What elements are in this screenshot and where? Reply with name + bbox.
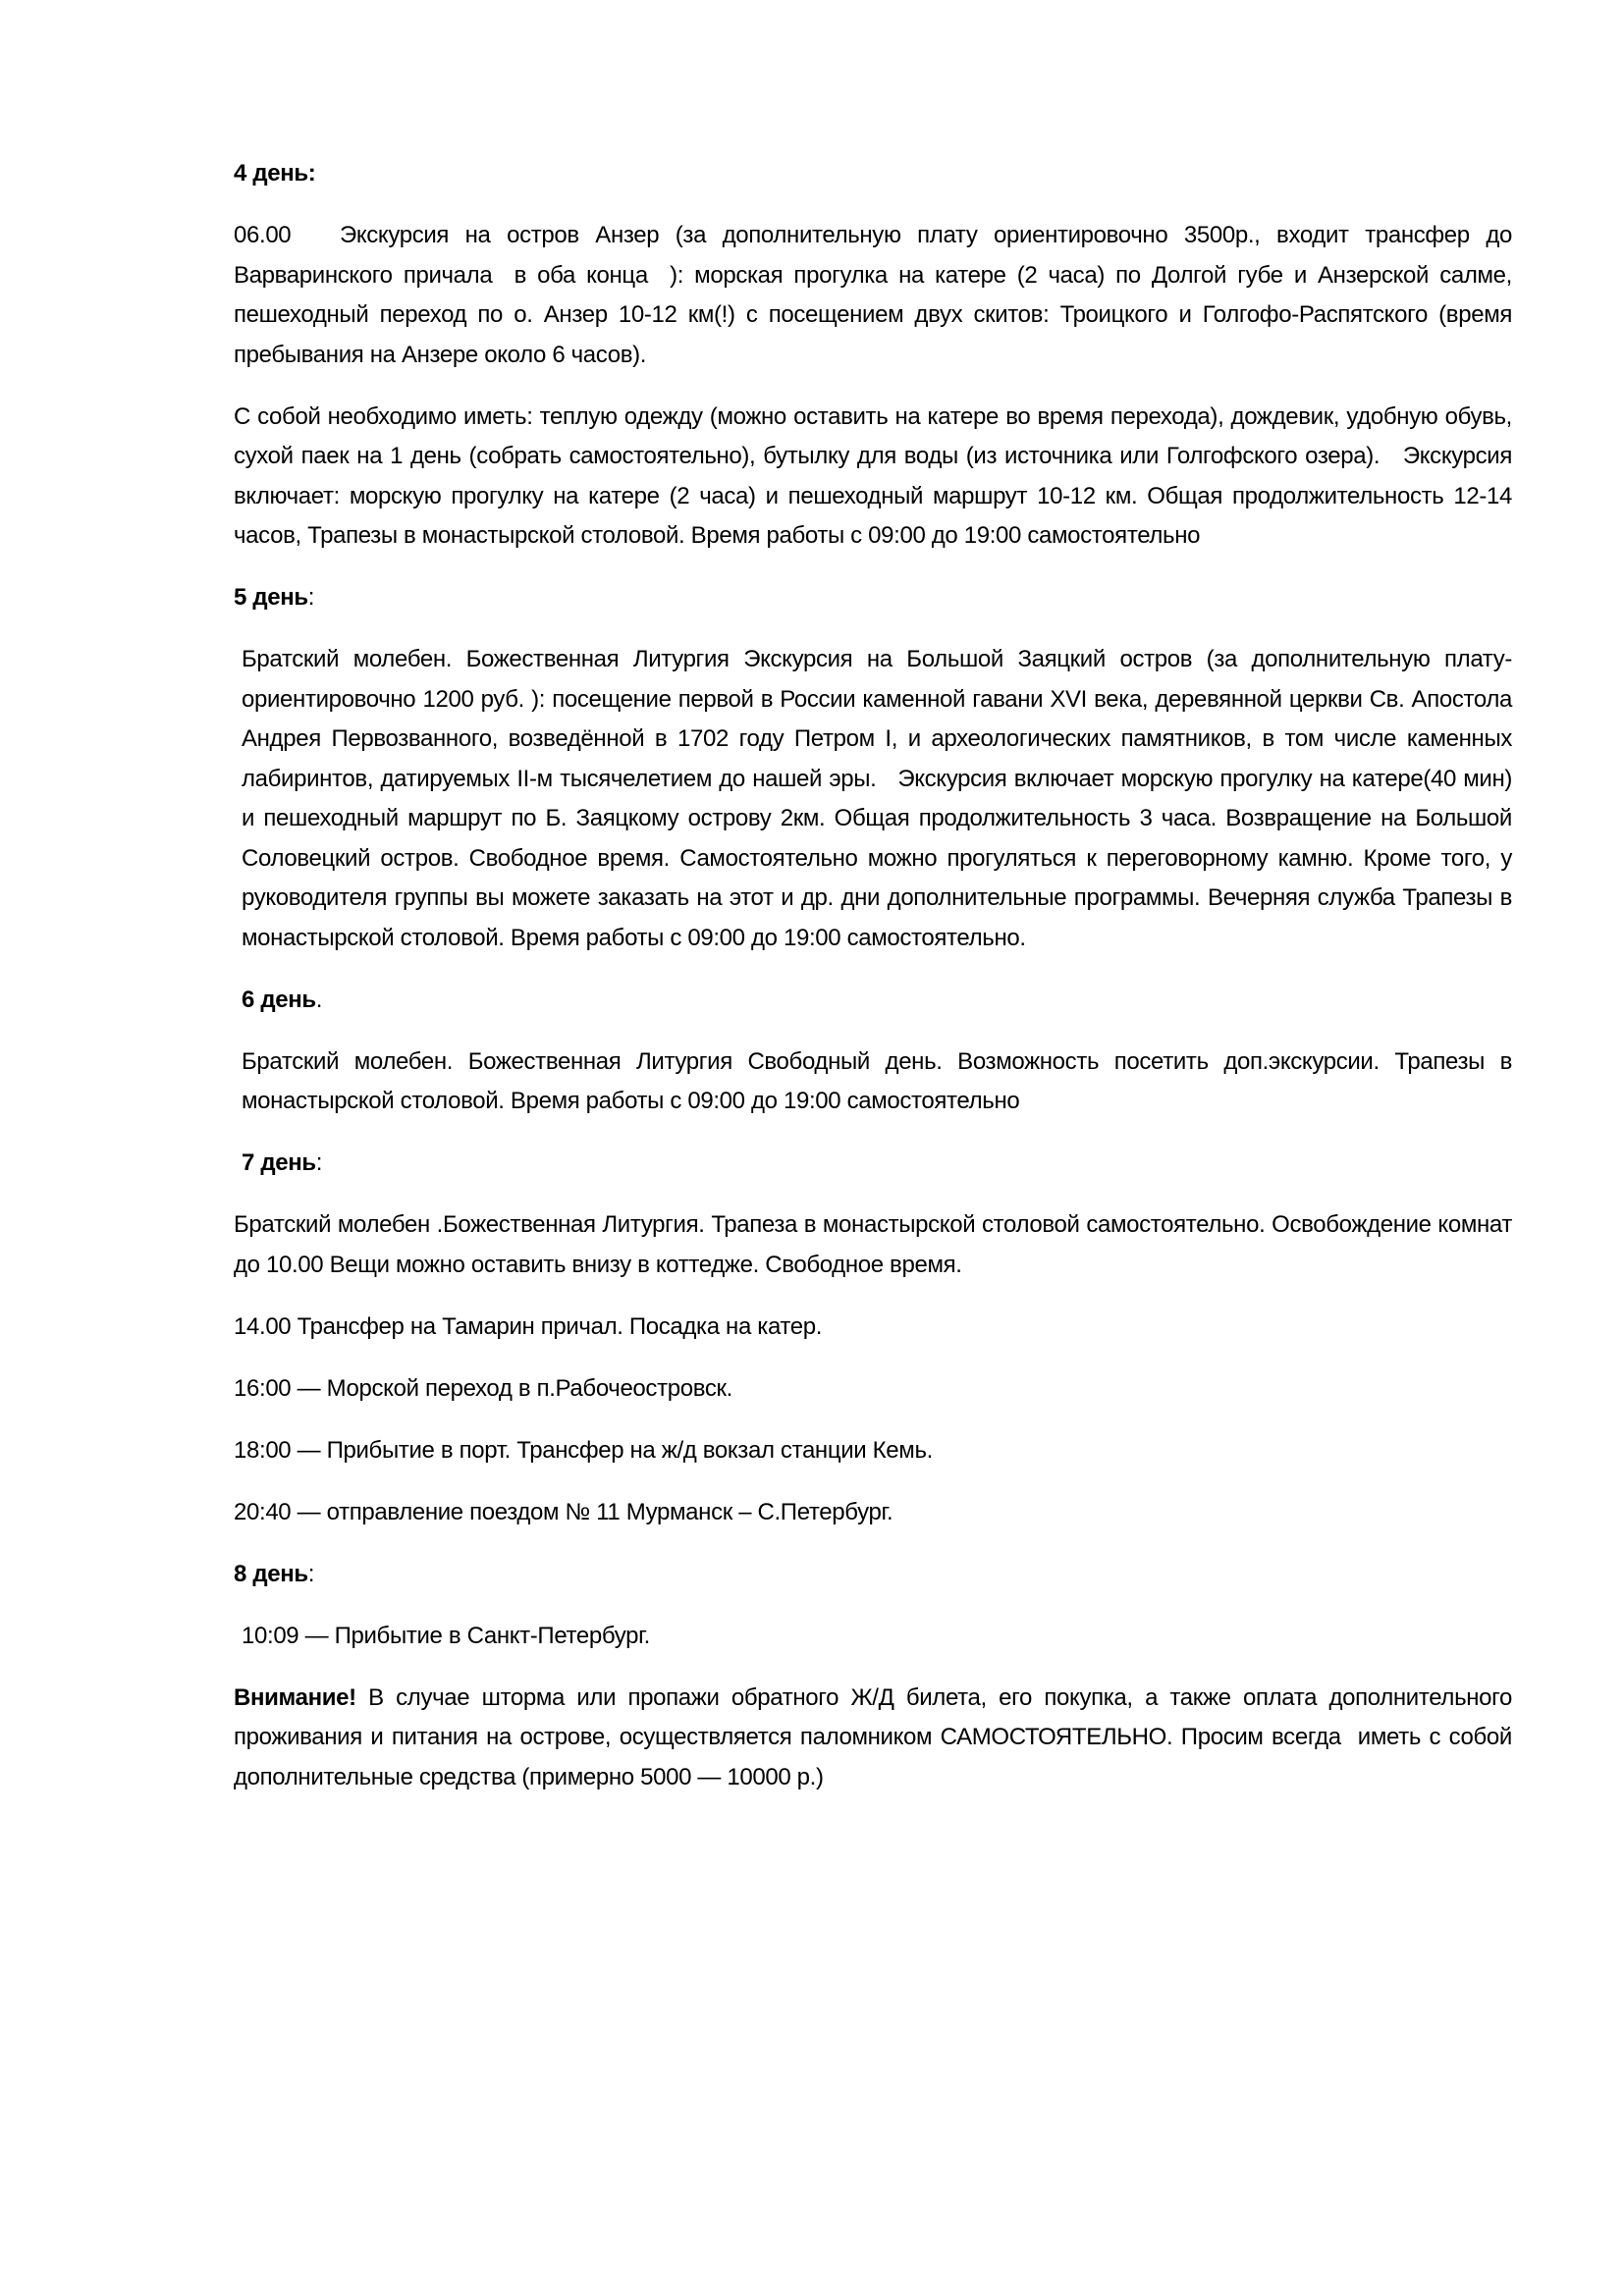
day-7-schedule-item: 16:00 — Морской переход в п.Рабочеостровск. (234, 1374, 732, 1402)
notice-label: Внимание! (234, 1683, 356, 1711)
day-5-heading (234, 578, 1512, 618)
notice-text: В случае шторма или пропажи обратного Ж/Д билета, его покупка, а также оплата дополнительного проживания и питания на острове, осуществляется паломником САМОСТОЯТЕЛЬНО. Просим всегда иметь с собой дополнительные средства (примерно 5000 — 10000 р.) (234, 1683, 1519, 1790)
day-7-heading (234, 1144, 1512, 1184)
day-5-heading-label: 5 день (234, 584, 308, 611)
day-5-heading-tail: : (307, 584, 315, 611)
document-page (234, 154, 1519, 1820)
day-4-heading-label: 4 день: (234, 160, 316, 187)
day-8-heading-label: 8 день (234, 1560, 308, 1587)
day-4-packing-paragraph: С собой необходимо иметь: теплую одежду (можно оставить на катере во время перехода), дождевик, удобную обувь, сухой паек на 1 день (собрать самостоятельно), бутылку для воды (из источника или Голгофского озера). Экскурсия включает: морскую прогулку на катере (2 часа) и пешеходный маршрут 10-12 км. Общая продолжительность 12-14 часов, Трапезы в монастырской столовой. Время работы с 09:00 до 19:00 самостоятельно (234, 402, 1519, 549)
day-5-paragraph: Братский молебен. Божественная Литургия Экскурсия на Большой Заяцкий остров (за дополнительную плату- ориентировочно 1200 руб. ): посещение первой в России каменной гавани XVI века, деревянной церкви Св. Апостола Андрея Первозванного, возведённой в 1702 году Петром I, и археологических памятников, в том числе каменных лабиринтов, датируемых II-м тысячелетием до нашей эры. Экскурсия включает морскую прогулку на катере(40 мин) и пешеходный маршрут по Б. Заяцкому острову 2км. Общая продолжительность 3 часа. Возвращение на Большой Соловецкий остров. Свободное время. Самостоятельно можно прогуляться к переговорному камню. Кроме того, у руководителя группы вы можете заказать на этот и др. дни дополнительные программы. Вечерняя служба Трапезы в монастырской столовой. Время работы с 09:00 до 19:00 самостоятельно. (242, 646, 1519, 951)
notice-paragraph (234, 1679, 1519, 1798)
day-7-paragraph: Братский молебен .Божественная Литургия. Трапеза в монастырской столовой самостоятельно. Освобождение комнат до 10.00 Вещи можно оставить внизу в коттедже. Свободное время. (234, 1211, 1519, 1278)
day-6-heading-label: 6 день (242, 986, 316, 1013)
day-7-heading-label: 7 день (242, 1149, 316, 1176)
day-8-heading (234, 1555, 1512, 1595)
day-4-excursion-paragraph: 06.00 Экскурсия на остров Анзер (за дополнительную плату ориентировочно 3500р., входит трансфер до Варваринского причала в оба конца ): морская прогулка на катере (2 часа) по Долгой губе и Анзерской салме, пешеходный переход по о. Анзер 10-12 км(!) с посещением двух скитов: Троицкого и Голгофо-Распятского (время пребывания на Анзере около 6 часов). (234, 222, 1519, 368)
day-7-schedule-item: 20:40 — отправление поездом № 11 Мурманск – С.Петербург. (234, 1498, 893, 1525)
day-7-schedule-item: 14.00 Трансфер на Тамарин причал. Посадка на катер. (234, 1312, 823, 1340)
day-8-schedule-item: 10:09 — Прибытие в Санкт-Петербург. (242, 1622, 650, 1649)
day-6-paragraph: Братский молебен. Божественная Литургия Свободный день. Возможность посетить доп.экскурсии. Трапезы в монастырской столовой. Время работы с 09:00 до 19:00 самостоятельно (242, 1047, 1519, 1114)
day-7-schedule-item: 18:00 — Прибытие в порт. Трансфер на ж/д вокзал станции Кемь. (234, 1436, 933, 1464)
day-7-heading-tail: : (315, 1149, 323, 1176)
day-8-heading-tail: : (307, 1560, 315, 1587)
day-4-heading (234, 154, 1512, 194)
day-6-heading-tail: . (315, 986, 323, 1013)
day-6-heading (234, 981, 1512, 1021)
